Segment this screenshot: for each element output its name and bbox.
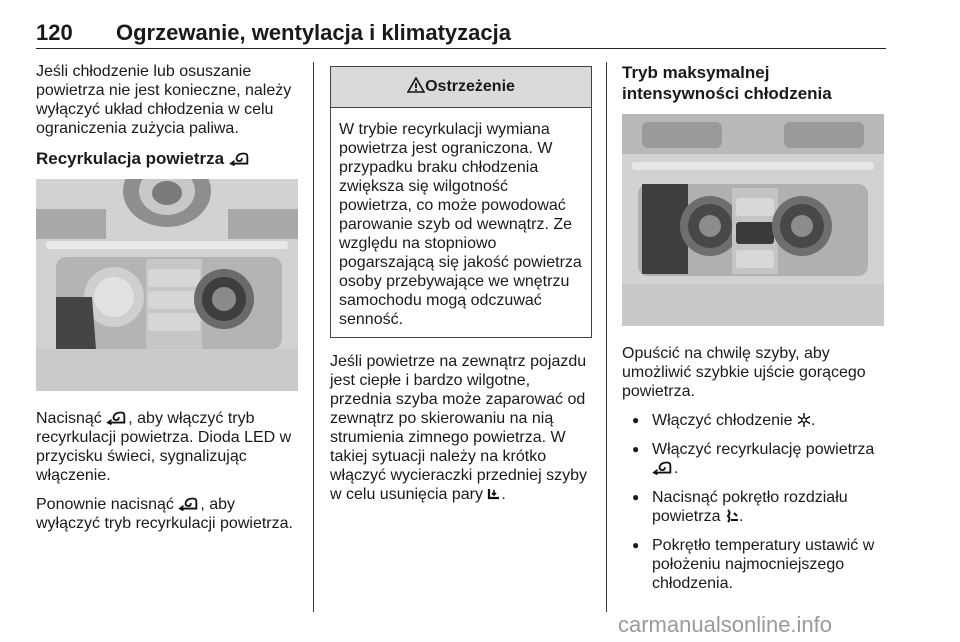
recirculation-icon: [652, 461, 674, 475]
body-end: .: [501, 486, 506, 503]
recirculation-icon: [106, 411, 128, 425]
bullet-end: .: [674, 460, 679, 477]
max-cooling-intro: Opuścić na chwilę szyby, aby umożliwić szybkie ujście gorącego powietrza.: [622, 345, 866, 400]
recirculation-icon: [229, 150, 251, 164]
p2-end: , aby wyłączyć tryb recyrkulacji powietrza.: [36, 496, 293, 532]
climate-panel-photo-max-cooling: [622, 114, 884, 326]
intro-paragraph: Jeśli chłodzenie lub osuszanie powietrza nie jest konieczne, należy wyłączyć układ chłodzenia w celu ograniczenia zużycia paliwa.: [36, 63, 292, 137]
column-divider-1: [313, 62, 314, 612]
warning-header: [331, 67, 591, 108]
section-heading-max-cooling: Tryb maksymalnej intensywności chłodzenia: [622, 63, 832, 103]
body-paragraph: [330, 352, 592, 504]
warning-box: [330, 66, 592, 338]
list-item: [622, 411, 887, 430]
paragraph-press-to-enable: [36, 409, 298, 485]
climate-panel-illustration: [36, 179, 298, 391]
heading-text: Recyrkulacja powietrza: [36, 149, 225, 168]
section-heading-recirculation: [36, 148, 298, 169]
bullet-text: Włączyć chłodzenie: [652, 412, 793, 429]
list-item: [622, 440, 887, 478]
column-3: [622, 62, 887, 603]
paragraph-press-to-disable: [36, 495, 298, 533]
bullet-end: .: [738, 508, 744, 525]
snowflake-cooling-icon: [797, 413, 811, 427]
air-distribution-icon: [725, 509, 739, 523]
warning-icon: [407, 69, 425, 85]
bullet-end: .: [810, 412, 816, 429]
p2-start: Ponownie nacisnąć: [36, 496, 174, 513]
column-1: [36, 62, 298, 543]
bullet-text: Pokrętło temperatury ustawić w położeniu najmocniejszego chłodzenia.: [652, 537, 875, 592]
warning-text: W trybie recyrkulacji wymiana powietrza jest ograniczona. W przypadku braku chłodzenia zwiększa się wilgotność powietrza, co może powodować parowanie szyb od wewnątrz. Ze względu na stopniowo pogarszającą się jakość powietrza osoby przebywające we wnętrzu samochodu mogą odczuwać senność.: [339, 121, 582, 328]
column-divider-2: [606, 62, 607, 612]
bullet-text: Włączyć recyrkulację powietrza: [652, 441, 875, 458]
steps-list: [622, 411, 887, 593]
list-item: [622, 536, 887, 593]
column-2: [330, 62, 592, 514]
p1-end: , aby włączyć tryb recyrkulacji powietrza. Dioda LED w przycisku świeci, sygnalizując włączenie.: [36, 410, 292, 484]
watermark: carmanualsonline.info: [618, 612, 833, 637]
page-number: 120: [36, 20, 73, 45]
warning-title: Ostrzeżenie: [425, 78, 515, 95]
p1-start: Nacisnąć: [36, 410, 102, 427]
climate-panel-illustration: [622, 114, 884, 326]
windscreen-wiper-icon: [487, 487, 501, 501]
page-title: Ogrzewanie, wentylacja i klimatyzacja: [116, 20, 511, 45]
recirculation-icon: [178, 497, 200, 511]
climate-panel-photo-recirculation: [36, 179, 298, 391]
page-header: [36, 14, 886, 49]
bullet-text: Nacisnąć pokrętło rozdziału powietrza: [652, 489, 848, 525]
body-text: Jeśli powietrze na zewnątrz pojazdu jest ciepłe i bardzo wilgotne, przednia szyba może zaparować od zewnątrz po skierowaniu na nią strumienia zimnego powietrza. W takiej sytuacji należy na krótko włączyć wycieraczki przedniej szyby w celu usunięcia pary: [330, 353, 587, 503]
list-item: [622, 488, 887, 526]
